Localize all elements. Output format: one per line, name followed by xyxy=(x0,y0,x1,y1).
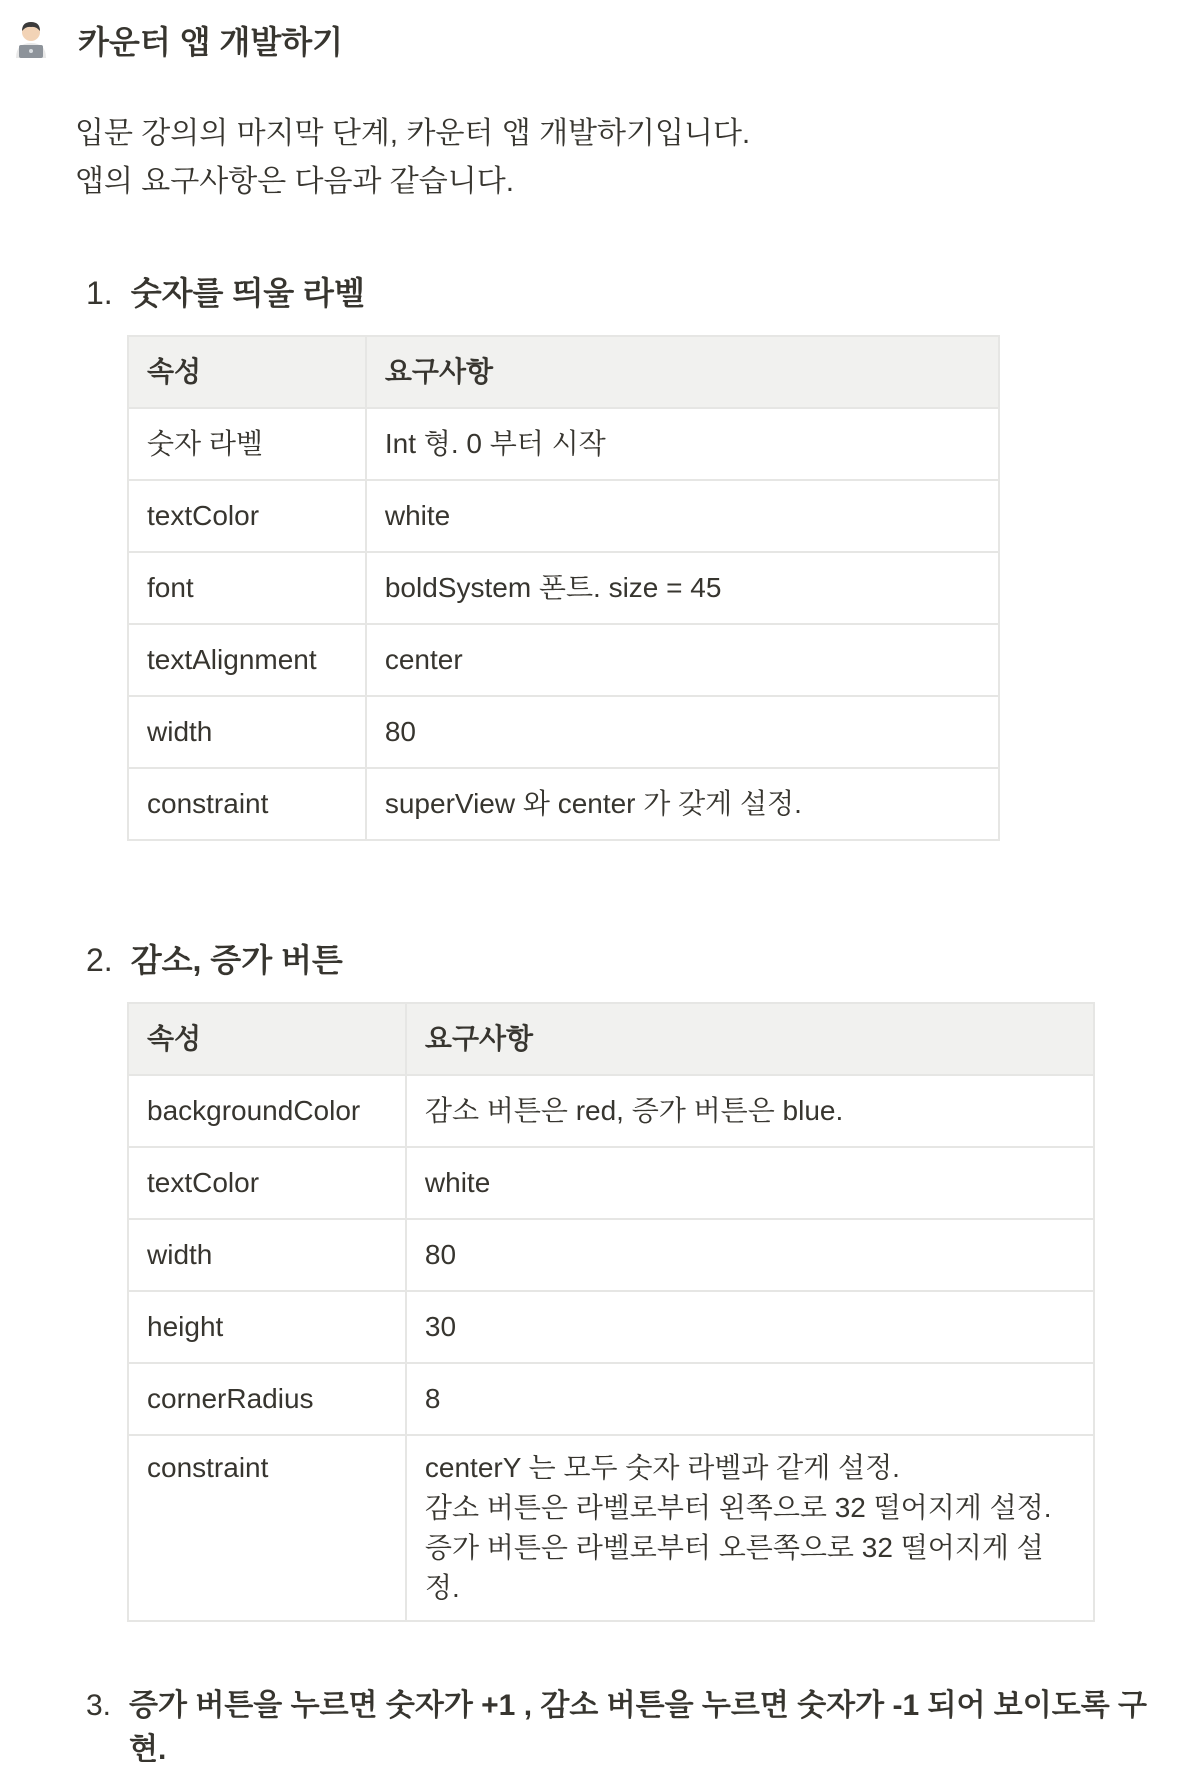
requirement-cell: 80 xyxy=(406,1219,1094,1291)
property-cell: cornerRadius xyxy=(128,1363,406,1435)
property-cell: constraint xyxy=(128,1435,406,1621)
table-row xyxy=(128,696,999,768)
table-row xyxy=(128,1363,1094,1435)
intro-text xyxy=(75,110,750,206)
requirement-cell: superView 와 center 가 갖게 설정. xyxy=(366,768,999,840)
property-cell: constraint xyxy=(128,768,366,840)
property-cell: textAlignment xyxy=(128,624,366,696)
table-header-row xyxy=(128,1003,1094,1075)
requirement-cell: 80 xyxy=(366,696,999,768)
section-heading-action xyxy=(86,1680,1182,1768)
constraint-line: 증가 버튼은 라벨로부터 오른쪽으로 32 떨어지게 설정. xyxy=(424,1532,1044,1603)
intro-line: 입문 강의의 마지막 단계, 카운터 앱 개발하기입니다. xyxy=(75,117,751,150)
requirement-cell: 감소 버튼은 red, 증가 버튼은 blue. xyxy=(406,1075,1094,1147)
table-row xyxy=(128,1291,1094,1363)
requirement-cell: Int 형. 0 부터 시작 xyxy=(366,408,999,480)
table-row xyxy=(128,624,999,696)
table-row xyxy=(128,1075,1094,1147)
property-cell: textColor xyxy=(128,1147,406,1219)
property-cell: width xyxy=(128,1219,406,1291)
table-header-row xyxy=(128,336,999,408)
requirement-cell xyxy=(406,1435,1094,1621)
property-cell: textColor xyxy=(128,480,366,552)
requirement-cell: 30 xyxy=(406,1291,1094,1363)
table-row xyxy=(128,552,999,624)
table-row xyxy=(128,408,999,480)
page-title: 카운터 앱 개발하기 xyxy=(78,24,344,60)
technologist-emoji-icon xyxy=(12,21,50,59)
section-title: 증가 버튼을 누르면 숫자가 +1 , 감소 버튼을 누르면 숫자가 -1 되어 보이도록 구현. xyxy=(129,1689,1148,1766)
section-number: 1. xyxy=(86,275,113,311)
table-header-cell: 요구사항 xyxy=(366,336,999,408)
table-row xyxy=(128,480,999,552)
table-row xyxy=(128,1147,1094,1219)
label-requirements-table xyxy=(127,335,1000,841)
section-number: 2. xyxy=(86,942,113,978)
intro-line: 앱의 요구사항은 다음과 같습니다. xyxy=(75,165,515,198)
section-title: 감소, 증가 버튼 xyxy=(130,942,343,978)
property-cell: 숫자 라벨 xyxy=(128,408,366,480)
requirement-cell: white xyxy=(406,1147,1094,1219)
section-number: 3. xyxy=(86,1689,112,1722)
constraint-line: centerY 는 모두 숫자 라벨과 같게 설정. xyxy=(424,1452,900,1483)
requirement-cell: white xyxy=(366,480,999,552)
button-requirements-table xyxy=(127,1002,1095,1622)
section-title: 숫자를 띄울 라벨 xyxy=(130,275,365,311)
table-row xyxy=(128,1219,1094,1291)
property-cell: width xyxy=(128,696,366,768)
requirement-cell: 8 xyxy=(406,1363,1094,1435)
table-row xyxy=(128,768,999,840)
table-header-cell: 속성 xyxy=(128,1003,406,1075)
table-header-cell: 속성 xyxy=(128,336,366,408)
property-cell: font xyxy=(128,552,366,624)
property-cell: backgroundColor xyxy=(128,1075,406,1147)
table-row xyxy=(128,1435,1094,1621)
page-header xyxy=(12,16,343,64)
requirement-cell: center xyxy=(366,624,999,696)
constraint-line: 감소 버튼은 라벨로부터 왼쪽으로 32 떨어지게 설정. xyxy=(424,1492,1052,1523)
requirement-cell: boldSystem 폰트. size = 45 xyxy=(366,552,999,624)
section-heading-buttons xyxy=(86,935,343,981)
table-header-cell: 요구사항 xyxy=(406,1003,1094,1075)
section-heading-label xyxy=(86,268,365,314)
property-cell: height xyxy=(128,1291,406,1363)
